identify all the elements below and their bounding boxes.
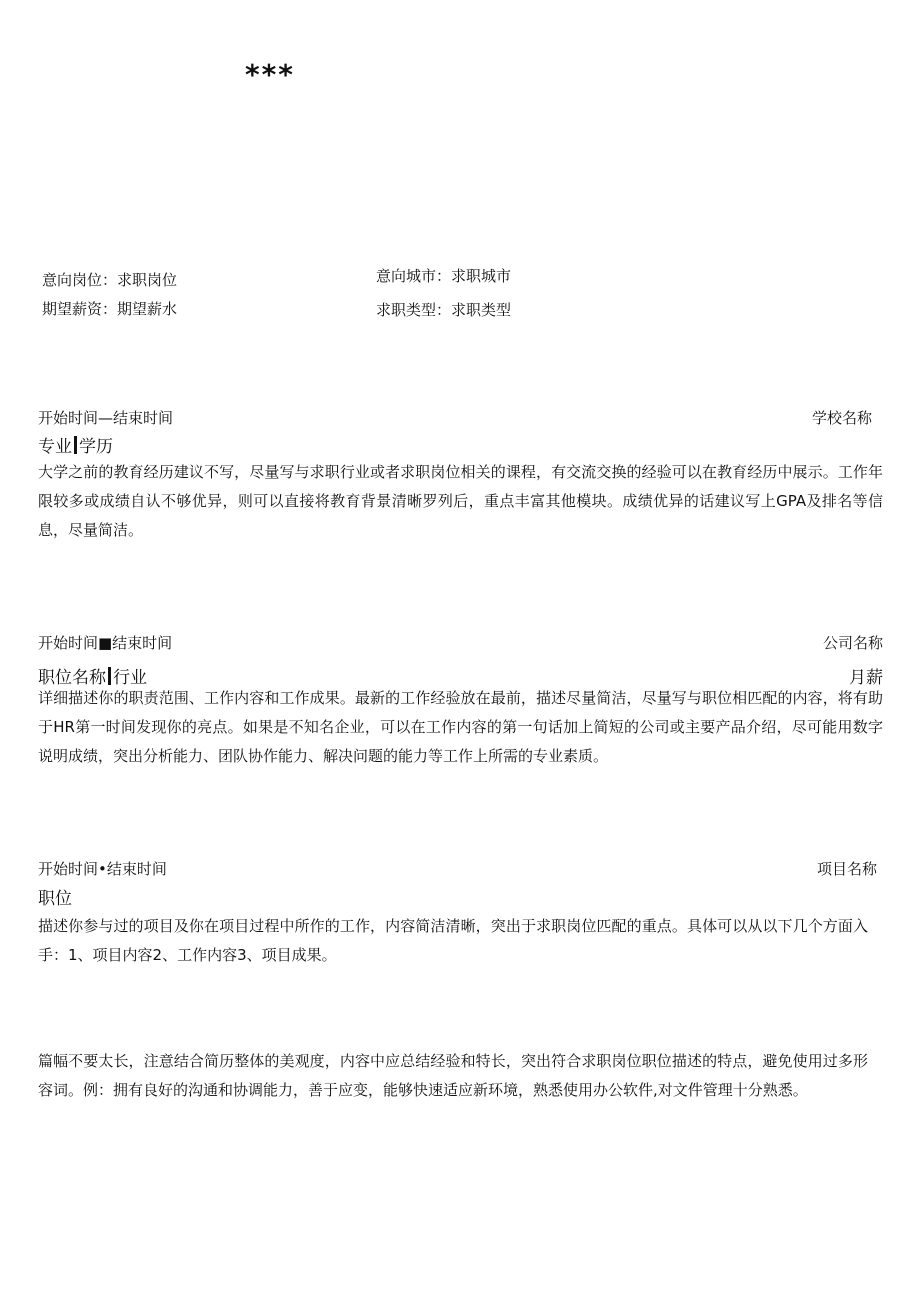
major: 专业 (38, 437, 72, 457)
education-major-degree (38, 432, 113, 457)
degree: 学历 (79, 437, 113, 457)
education-description: 大学之前的教育经历建议不写，尽量写与求职行业或者求职岗位相关的课程，有交流交换的经验可以在教育经历中展示。工作年限较多或成绩自认不够优异，则可以直接将教育背景清晰罗列后，重点丰富其他模块。成绩优异的话建议写上GPA及排名等信息，尽量简洁。 (38, 463, 883, 539)
company-name: 公司名称 (822, 634, 883, 652)
work-description: 详细描述你的职责范围、工作内容和工作成果。最新的工作经验放在最前，描述尽量简洁，尽量写与职位相匹配的内容，将有助于HR第一时间发现你的亮点。如果是不知名企业，可以在工作内容的第一句话加上简短的公司或主要产品介绍，尽可能用数字说明成绩，突出分析能力、团队协作能力、解决问题的能力等工作上所需的专业素质。 (38, 689, 883, 765)
project-role: 职位 (38, 889, 72, 909)
project-name: 项目名称 (816, 860, 877, 878)
work-time: 开始时间■结束时间 (38, 634, 173, 652)
separator-bar (74, 436, 77, 454)
resume-name: *** (245, 58, 295, 91)
self-evaluation: 篇幅不要太长，注意结合简历整体的美观度，内容中应总结经验和特长，突出符合求职岗位职位描述的特点，避免使用过多形容词。例：拥有良好的沟通和协调能力，善于应变，能够快速适应新环境，熟悉使用办公软件,对文件管理十分熟悉。 (38, 1052, 868, 1099)
monthly-salary: 月薪 (849, 668, 883, 688)
intended-position: 意向岗位：求职岗位 (42, 271, 178, 289)
education-time: 开始时间—结束时间 (38, 409, 174, 427)
project-time: 开始时间•结束时间 (38, 860, 167, 878)
expected-salary: 期望薪资：期望薪水 (42, 300, 178, 318)
intended-city: 意向城市：求职城市 (376, 267, 512, 285)
separator-bar (108, 667, 111, 685)
school-name: 学校名称 (811, 409, 872, 427)
project-description: 描述你参与过的项目及你在项目过程中所作的工作，内容简洁清晰，突出于求职岗位匹配的重点。具体可以从以下几个方面入手：1、项目内容2、工作内容3、项目成果。 (38, 917, 868, 964)
job-title: 职位名称 (38, 668, 106, 688)
job-type: 求职类型：求职类型 (376, 301, 512, 319)
industry: 行业 (113, 668, 147, 688)
